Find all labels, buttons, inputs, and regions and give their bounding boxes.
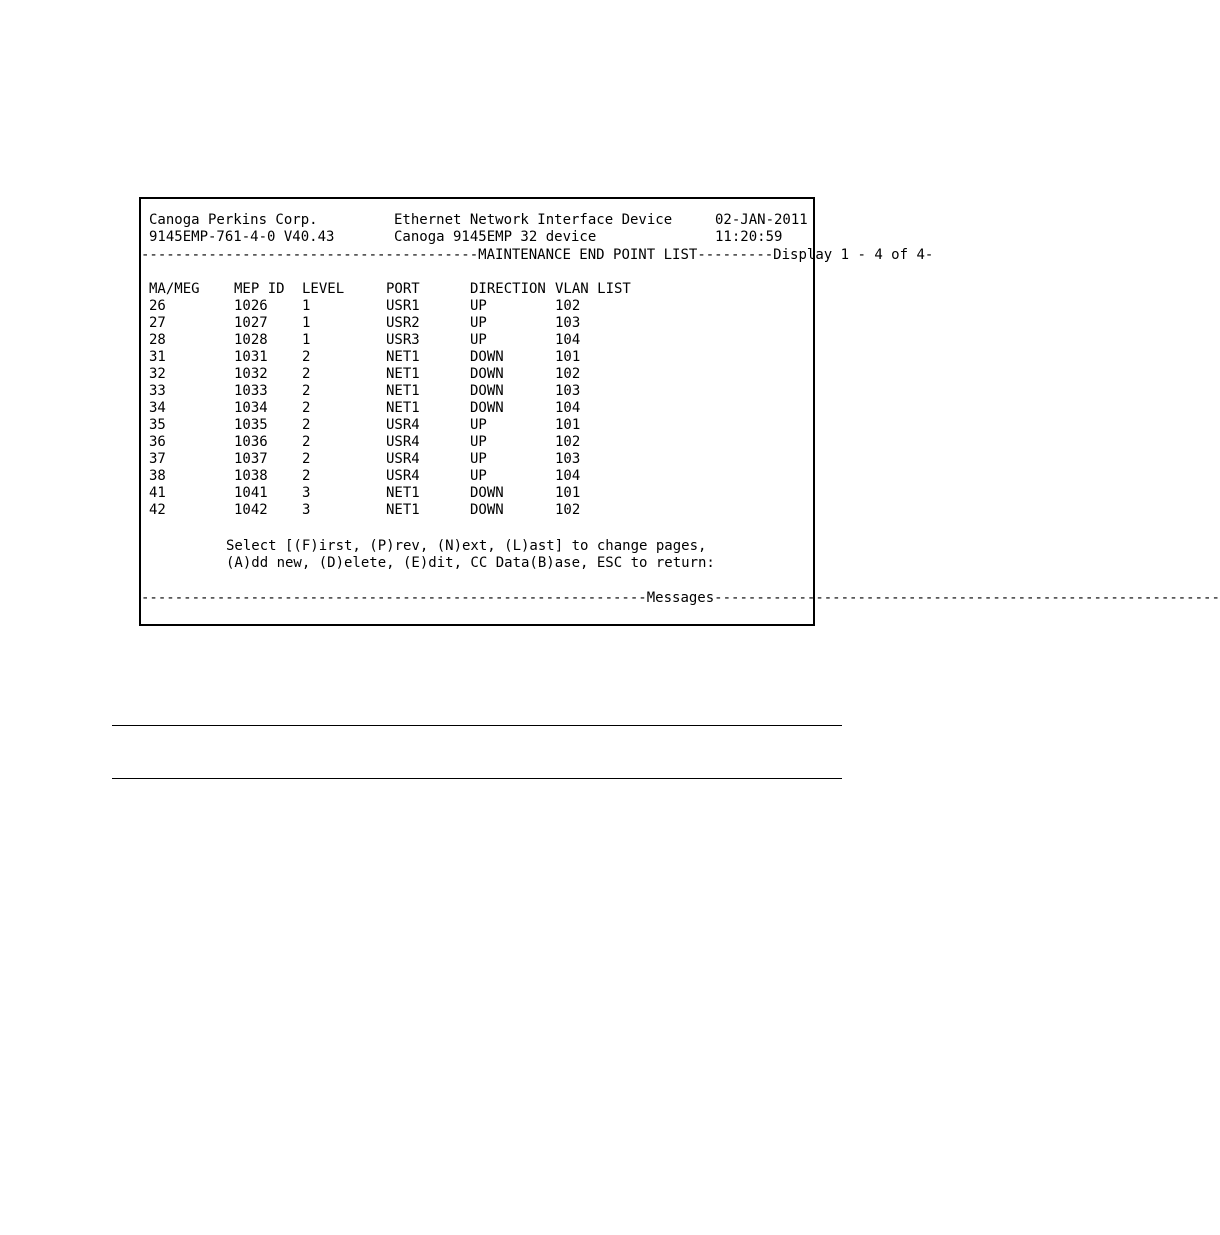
cell-ma-meg: 42 <box>149 502 166 518</box>
page-indicator: Display 1 - 4 of 4 <box>773 246 925 263</box>
cell-ma-meg: 27 <box>149 315 166 331</box>
cell-port: USR3 <box>386 332 420 348</box>
cell-direction: DOWN <box>470 383 504 399</box>
cell-ma-meg: 31 <box>149 349 166 365</box>
cell-level: 2 <box>302 451 311 467</box>
cell-direction: UP <box>470 298 487 314</box>
cell-vlan-list: 102 <box>555 366 581 382</box>
cell-port: NET1 <box>386 366 420 382</box>
column-header-direction: DIRECTION <box>470 281 546 297</box>
cell-ma-meg: 41 <box>149 485 166 501</box>
cell-vlan-list: 102 <box>555 502 581 518</box>
cell-port: USR4 <box>386 468 420 484</box>
cell-mep-id: 1036 <box>234 434 268 450</box>
cell-direction: UP <box>470 451 487 467</box>
cell-direction: UP <box>470 417 487 433</box>
horizontal-rule-bottom <box>112 778 842 779</box>
cell-vlan-list: 103 <box>555 315 581 331</box>
cell-level: 3 <box>302 485 311 501</box>
cell-level: 2 <box>302 400 311 416</box>
cell-direction: DOWN <box>470 502 504 518</box>
cell-level: 1 <box>302 298 311 314</box>
cell-ma-meg: 32 <box>149 366 166 382</box>
column-header-level: LEVEL <box>302 281 345 297</box>
column-header-vlan-list: VLAN LIST <box>555 281 631 297</box>
navigation-prompt: Select [(F)irst, (P)rev, (N)ext, (L)ast] to change pages, <box>226 538 707 554</box>
firmware-version: 9145EMP-761-4-0 V40.43 <box>149 229 335 245</box>
cell-direction: DOWN <box>470 366 504 382</box>
cell-port: NET1 <box>386 349 420 365</box>
cell-mep-id: 1028 <box>234 332 268 348</box>
cell-direction: UP <box>470 434 487 450</box>
cell-port: USR4 <box>386 451 420 467</box>
cell-port: USR4 <box>386 434 420 450</box>
messages-bar: ------------------------------------------------------------ Messages ------------------------------------------------------------ <box>141 589 1220 606</box>
cell-mep-id: 1041 <box>234 485 268 501</box>
cell-level: 1 <box>302 332 311 348</box>
action-prompt[interactable]: (A)dd new, (D)elete, (E)dit, CC Data(B)ase, ESC to return: <box>226 555 715 571</box>
cell-vlan-list: 102 <box>555 298 581 314</box>
cell-level: 3 <box>302 502 311 518</box>
cell-level: 2 <box>302 349 311 365</box>
cell-mep-id: 1031 <box>234 349 268 365</box>
cell-ma-meg: 34 <box>149 400 166 416</box>
cell-mep-id: 1032 <box>234 366 268 382</box>
device-name: Canoga 9145EMP 32 device <box>394 229 597 245</box>
cell-ma-meg: 28 <box>149 332 166 348</box>
cell-mep-id: 1033 <box>234 383 268 399</box>
cell-port: USR2 <box>386 315 420 331</box>
cell-direction: UP <box>470 468 487 484</box>
cell-mep-id: 1027 <box>234 315 268 331</box>
cell-level: 2 <box>302 366 311 382</box>
cell-direction: DOWN <box>470 485 504 501</box>
cell-ma-meg: 35 <box>149 417 166 433</box>
cell-vlan-list: 104 <box>555 400 581 416</box>
device-type: Ethernet Network Interface Device <box>394 212 673 228</box>
column-header-mep-id: MEP ID <box>234 281 285 297</box>
cell-vlan-list: 103 <box>555 383 581 399</box>
cell-ma-meg: 38 <box>149 468 166 484</box>
company-name: Canoga Perkins Corp. <box>149 212 318 228</box>
cell-mep-id: 1037 <box>234 451 268 467</box>
cell-vlan-list: 102 <box>555 434 581 450</box>
cell-port: USR1 <box>386 298 420 314</box>
cell-level: 2 <box>302 383 311 399</box>
cell-vlan-list: 101 <box>555 417 581 433</box>
terminal-screen <box>139 197 1220 626</box>
cell-ma-meg: 37 <box>149 451 166 467</box>
cell-ma-meg: 36 <box>149 434 166 450</box>
cell-level: 1 <box>302 315 311 331</box>
cell-vlan-list: 104 <box>555 468 581 484</box>
cell-vlan-list: 103 <box>555 451 581 467</box>
cell-port: NET1 <box>386 383 420 399</box>
cell-ma-meg: 26 <box>149 298 166 314</box>
cell-ma-meg: 33 <box>149 383 166 399</box>
cell-vlan-list: 104 <box>555 332 581 348</box>
cell-mep-id: 1042 <box>234 502 268 518</box>
column-header-port: PORT <box>386 281 420 297</box>
horizontal-rule-top <box>112 725 842 726</box>
cell-mep-id: 1026 <box>234 298 268 314</box>
cell-port: NET1 <box>386 502 420 518</box>
cell-vlan-list: 101 <box>555 349 581 365</box>
cell-port: USR4 <box>386 417 420 433</box>
title-bar: ---------------------------------------- MAINTENANCE END POINT LIST --------- Display 1 - 4 of 4 - <box>141 246 934 263</box>
cell-port: NET1 <box>386 400 420 416</box>
date-display: 02-JAN-2011 <box>715 212 808 228</box>
cell-level: 2 <box>302 468 311 484</box>
cell-mep-id: 1038 <box>234 468 268 484</box>
cell-direction: UP <box>470 332 487 348</box>
cell-direction: DOWN <box>470 349 504 365</box>
messages-label: Messages <box>646 589 715 606</box>
cell-level: 2 <box>302 434 311 450</box>
cell-port: NET1 <box>386 485 420 501</box>
cell-direction: UP <box>470 315 487 331</box>
cell-direction: DOWN <box>470 400 504 416</box>
screen-title: MAINTENANCE END POINT LIST <box>478 246 698 263</box>
cell-mep-id: 1035 <box>234 417 268 433</box>
cell-mep-id: 1034 <box>234 400 268 416</box>
time-display: 11:20:59 <box>715 229 783 245</box>
cell-vlan-list: 101 <box>555 485 581 501</box>
cell-level: 2 <box>302 417 311 433</box>
column-header-ma-meg: MA/MEG <box>149 281 200 297</box>
